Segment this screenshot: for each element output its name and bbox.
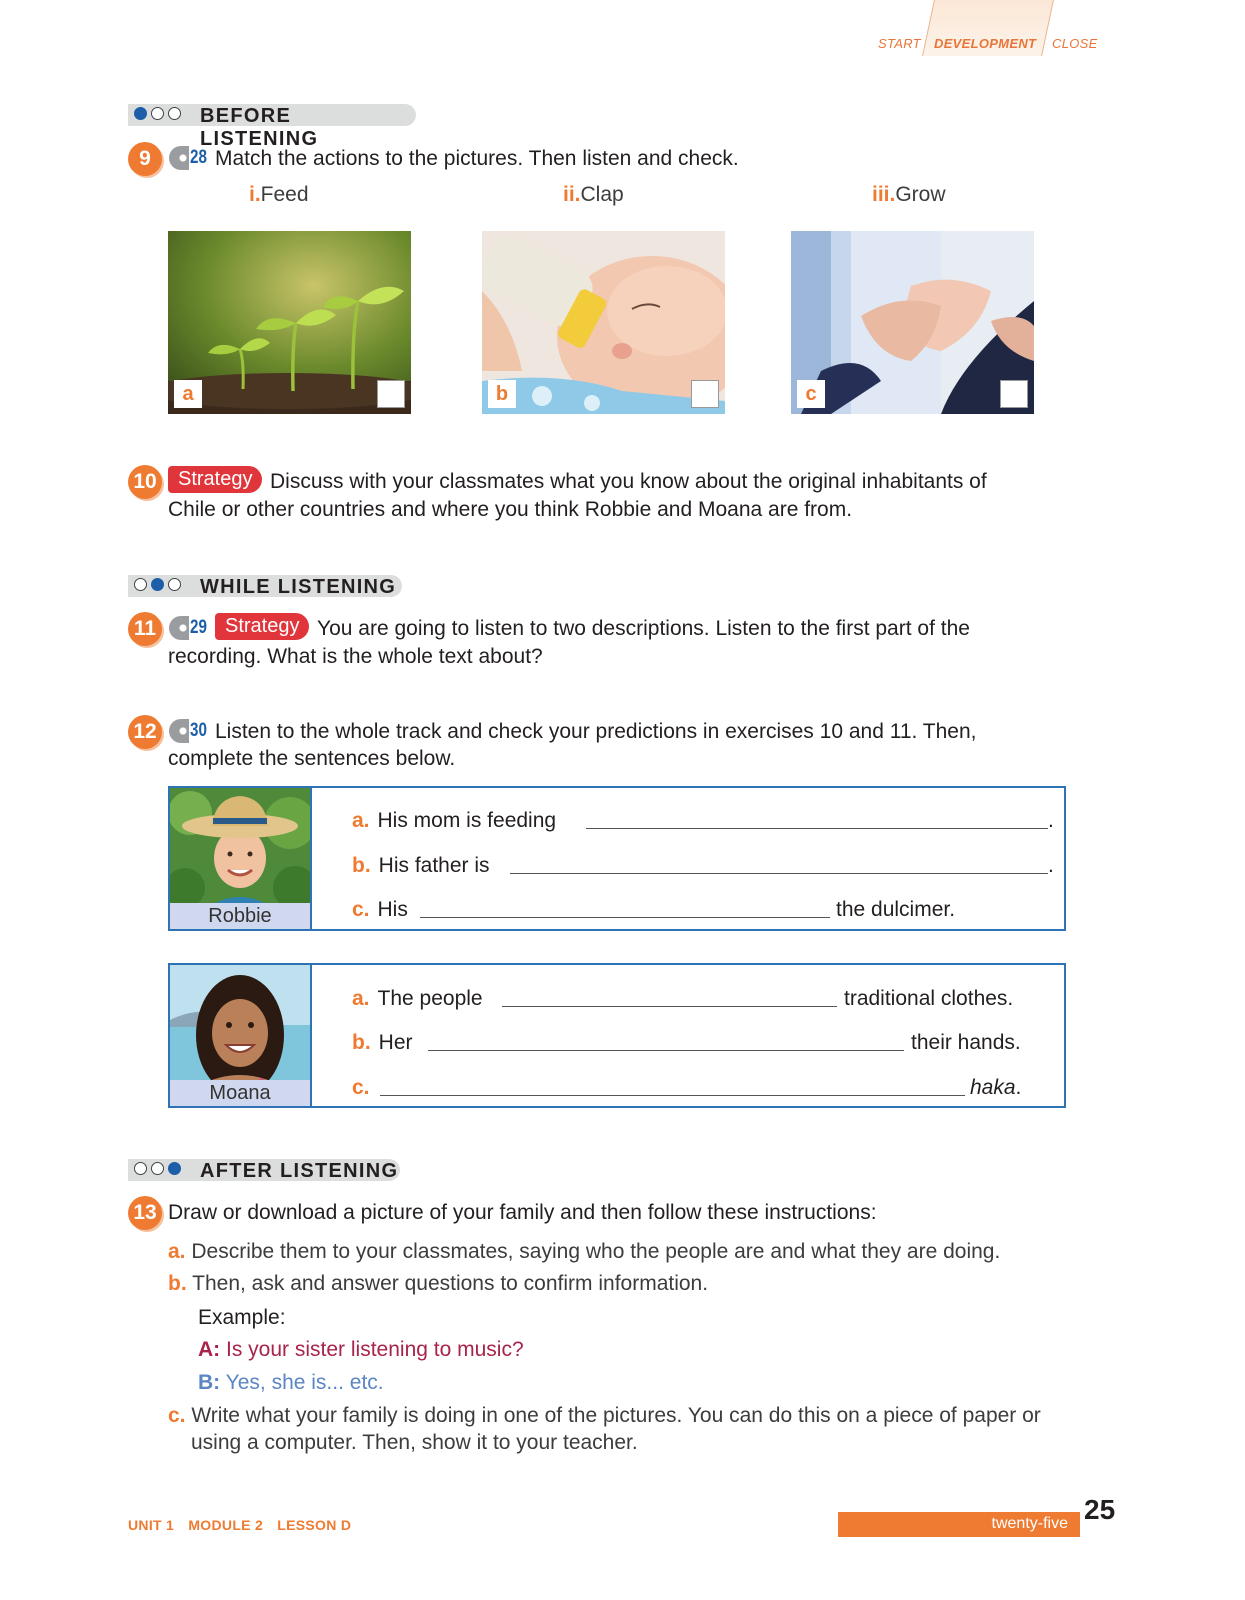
cd-icon [169,719,189,743]
strategy-tag: Strategy [168,466,262,493]
exercise-number-9: 9 [128,142,162,176]
footer-lesson: LESSON D [277,1517,352,1533]
dot-empty-icon [151,1162,164,1175]
track-number: 29 [190,617,207,638]
sentence-end: traditional clothes. [844,987,1014,1010]
ex13-item-c-line2: using a computer. Then, show it to your teacher. [191,1431,638,1454]
footer-page-bar [838,1512,1080,1537]
sentence-end: . [1048,809,1054,832]
section-title: WHILE LISTENING [200,576,397,598]
track-number: 30 [190,720,207,741]
ex11-instruction-line2: recording. What is the whole text about? [168,645,543,668]
blank-line[interactable] [586,828,1048,829]
blank-line[interactable] [502,1006,837,1007]
exercise-number-12: 12 [128,715,162,749]
audio-track-29[interactable] [169,616,211,640]
dot-empty-icon [168,578,181,591]
robbie-sentence-b: b. His father is [352,854,490,877]
example-line-b: B: Yes, she is... etc. [198,1371,384,1394]
choice-iii: iii.Grow [872,183,946,206]
blank-line[interactable] [420,917,830,918]
moana-photo [170,965,312,1106]
answer-checkbox[interactable] [1000,380,1028,408]
blank-line[interactable] [428,1050,904,1051]
moana-name: Moana [170,1080,310,1106]
ex11-instruction-line1: You are going to listen to two descriptions. Listen to the first part of the [317,617,970,640]
section-after-listening [128,1159,400,1181]
moana-sentence-box [168,963,1066,1108]
answer-checkbox[interactable] [377,380,405,408]
blank-line[interactable] [380,1095,965,1096]
dot-empty-icon [151,107,164,120]
robbie-sentence-a: a. His mom is feeding [352,809,557,832]
audio-track-30[interactable] [169,719,211,743]
progress-dots [134,1162,181,1175]
footer-unit: UNIT 1 [128,1517,175,1533]
ex13-instruction: Draw or download a picture of your family and then follow these instructions: [168,1201,877,1224]
moana-sentence-c: c. [352,1076,370,1099]
nav-close[interactable]: CLOSE [1052,36,1098,51]
picture-letter: c [797,380,825,408]
sentence-end: the dulcimer. [836,898,956,921]
ex13-item-c: c. Write what your family is doing in one of the pictures. You can do this on a piece of paper or [168,1404,1041,1427]
dot-filled-icon [151,578,164,591]
sentence-end: haka. [970,1076,1022,1099]
robbie-sentence-box [168,786,1066,931]
example-line-a: A: Is your sister listening to music? [198,1338,524,1361]
example-label: Example: [198,1306,286,1329]
answer-checkbox[interactable] [691,380,719,408]
section-before-listening [128,104,416,150]
picture-letter: b [488,380,516,408]
ex12-instruction-line2: complete the sentences below. [168,747,456,770]
audio-track-28[interactable] [169,146,211,170]
ex13-item-b: b. Then, ask and answer questions to confirm information. [168,1272,709,1295]
footer-module: MODULE 2 [188,1517,264,1533]
picture-a-seedlings [168,231,411,414]
progress-dots [134,107,181,120]
dot-empty-icon [134,1162,147,1175]
progress-dots [134,578,181,591]
blank-line[interactable] [510,873,1048,874]
track-number: 28 [190,147,207,168]
clapping-hands-photo [791,231,1034,414]
lesson-stage-nav [870,0,1110,56]
exercise-number-11: 11 [128,612,162,646]
ex10-instruction-line2: Chile or other countries and where you think Robbie and Moana are from. [168,498,853,521]
section-title: BEFORE LISTENING [200,105,319,150]
section-title: AFTER LISTENING [200,1160,399,1182]
baby-bottle-photo [482,231,725,414]
cd-icon [169,146,189,170]
moana-sentence-a: a. The people [352,987,483,1010]
ex9-instruction: Match the actions to the pictures. Then listen and check. [215,147,739,170]
seedlings-photo [168,231,411,414]
dot-empty-icon [134,578,147,591]
moana-sentence-b: b. Her [352,1031,413,1054]
picture-b-baby-bottle [482,231,725,414]
page-number-word: twenty-five [991,1515,1068,1532]
exercise-number-10: 10 [128,465,162,499]
picture-c-clapping [791,231,1034,414]
robbie-name: Robbie [170,903,310,929]
dot-filled-icon [134,107,147,120]
choice-i: i.Feed [249,183,309,206]
sentence-end: . [1048,854,1054,877]
nav-development[interactable]: DEVELOPMENT [934,36,1037,51]
sentence-end: their hands. [911,1031,1021,1054]
robbie-photo [170,788,312,929]
dot-filled-icon [168,1162,181,1175]
section-while-listening [128,575,402,597]
page-number: 25 [1084,1494,1116,1525]
nav-start[interactable]: START [878,36,921,51]
cd-icon [169,616,189,640]
dot-empty-icon [168,107,181,120]
exercise-number-13: 13 [128,1196,162,1230]
picture-letter: a [174,380,202,408]
robbie-sentence-c: c. His [352,898,408,921]
ex10-instruction-line1: Discuss with your classmates what you know about the original inhabitants of [270,470,987,493]
choice-ii: ii.Clap [563,183,624,206]
strategy-tag: Strategy [215,613,309,640]
footer-breadcrumb [128,1517,361,1533]
ex13-item-a: a. Describe them to your classmates, saying who the people are and what they are doing. [168,1240,1001,1263]
ex12-instruction-line1: Listen to the whole track and check your predictions in exercises 10 and 11. Then, [215,720,977,743]
